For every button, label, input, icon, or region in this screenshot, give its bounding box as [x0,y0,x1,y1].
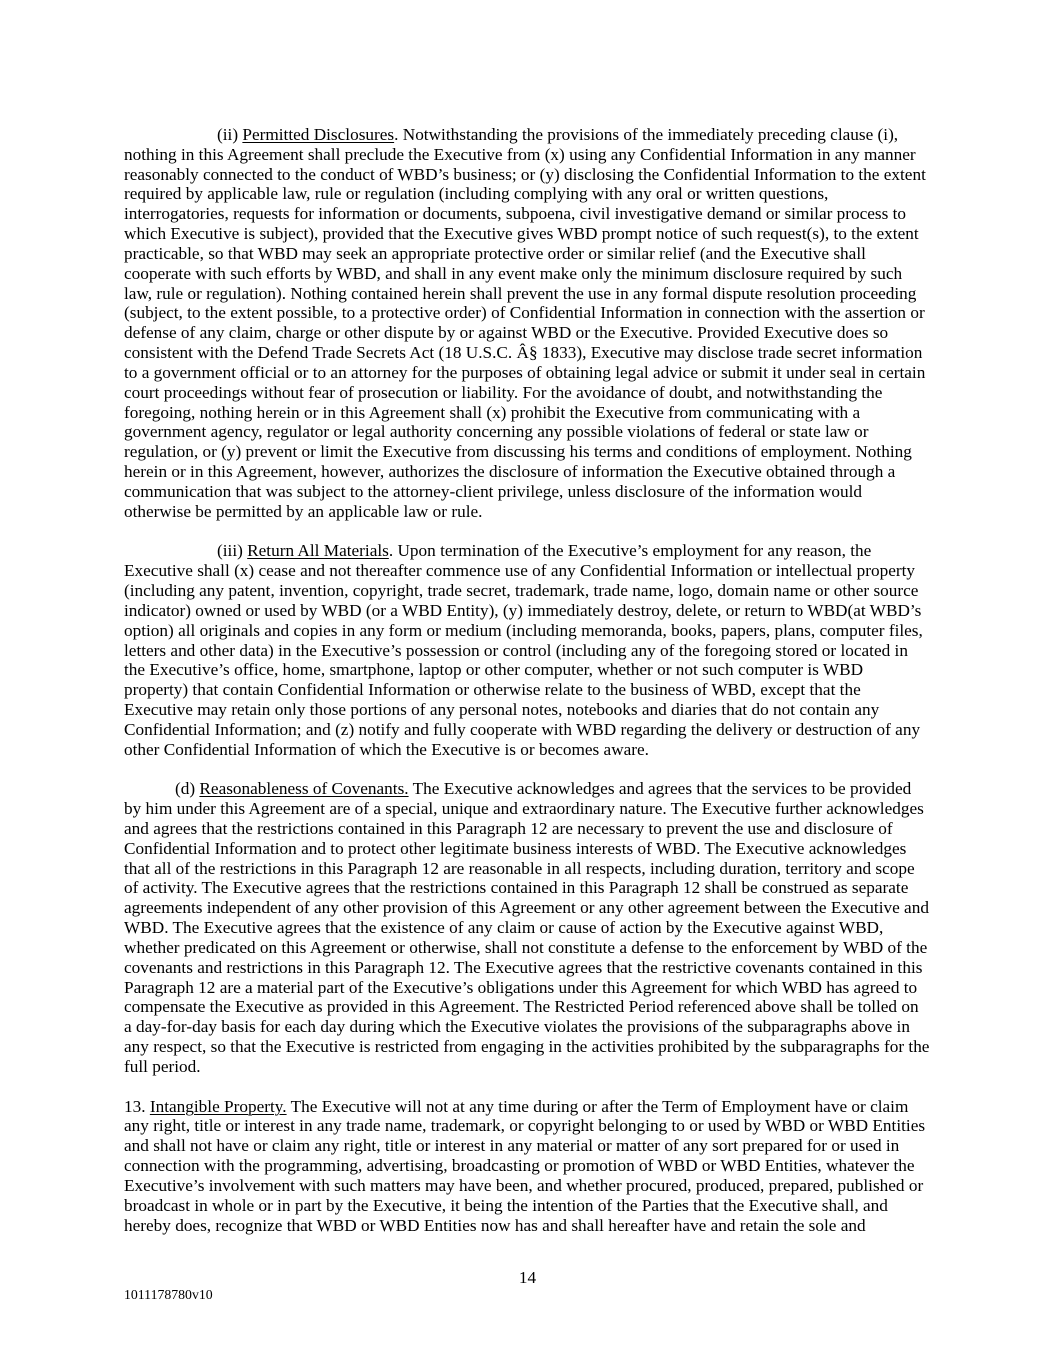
clause-heading: Permitted Disclosures [242,125,395,144]
clause-ii-permitted-disclosures [124,125,931,522]
text-line: law, rule or regulation). Nothing contained herein shall prevent the use in any formal dispute resolution proceeding [124,283,917,303]
clause-label: (d) [175,779,196,799]
clause-heading: Return All Materials [247,541,389,561]
section-13-intangible-property [124,1097,931,1236]
section-intro-text: The Executive will not at any time during or after the Term of Employment have or claim [286,1096,909,1116]
text-line: Confidential Information and to protect other legitimate business interests of WBD. The Executive acknowledges [124,838,907,858]
text-line: whether predicated on this Agreement or otherwise, shall not constitute a defense to the enforcement by WBD of the [124,937,928,957]
text-line: court proceedings without fear of prosecution or liability. For the avoidance of doubt, and notwithstanding the [124,382,883,402]
clause-heading: Reasonableness of Covenants. [199,779,409,799]
text-line: full period. [124,1056,201,1076]
clause-label: (iii) [217,541,243,561]
section-heading: Intangible Property. [149,1096,287,1116]
document-id: 1011178780v10 [124,1287,213,1302]
clause-iii-return-all-materials [124,541,931,759]
text-line: which Executive is subject), provided that the Executive gives WBD prompt notice of such request(s), to the extent [124,224,919,244]
text-line: by him under this Agreement are of a special, unique and extraordinary nature. The Executive further acknowledges [124,799,924,819]
text-line: of activity. The Executive agrees that the restrictions contained in this Paragraph 12 shall be construed as separate [124,878,909,898]
page-number: 14 [518,1268,537,1287]
text-line: reasonably connected to the conduct of WBD’s business; or (y) disclosing the Confidential Information to the extent [124,164,926,184]
clause-intro-text: . Notwithstanding the provisions of the immediately preceding clause (i), [394,125,899,144]
text-line: a day-for-day basis for each day during which the Executive violates the provisions of the subparagraphs above in [124,1017,910,1037]
text-line: communication that was subject to the attorney-client privilege, unless disclosure of the information would [124,481,863,501]
section-first-line [124,1097,931,1117]
text-line: foregoing, nothing herein or in this Agreement shall (x) prohibit the Executive from communicating with a [124,402,861,422]
text-line: property) that contain Confidential Information or otherwise relate to the business of WBD, except that the [124,680,861,700]
text-line: covenants and restrictions in this Paragraph 12. The Executive agrees that the restrictive covenants contained in this [124,957,923,977]
text-line: WBD. The Executive agrees that the existence of any claim or cause of action by the Executive against WBD, [124,918,884,938]
text-line: that all of the restrictions in this Paragraph 12 are reasonable in all respects, including duration, territory and scope [124,858,915,878]
text-line: nothing in this Agreement shall preclude the Executive from (x) using any Confidential Information in any manner [124,144,916,164]
text-line: (subject, to the extent possible, to a protective order) of Confidential Information in connection with the assertion or [124,303,925,323]
text-line: interrogatories, requests for information or documents, subpoena, civil investigative demand or similar process to [124,204,907,224]
text-line: option) all originals and copies in any form or medium (including memoranda, books, papers, plans, computer files, [124,620,923,640]
text-line: to a government official or to an attorney for the purposes of obtaining legal advice or submit it under seal in certain [124,362,926,382]
text-line: required by applicable law, rule or regulation (including complying with any oral or written questions, [124,184,829,204]
clause-intro-text: . Upon termination of the Executive’s employment for any reason, the [388,541,872,561]
text-line: cooperate with such efforts by WBD, and shall in any event make only the minimum disclosure required by such [124,263,903,283]
text-line: the Executive’s office, home, smartphone, laptop or other computer, whether or not such computer is WBD [124,660,864,680]
text-line: and agrees that the restrictions contained in this Paragraph 12 are necessary to prevent the use and disclosure of [124,818,893,838]
text-line: connection with the programming, advertising, broadcasting or promotion of WBD or WBD Entities, whatever the [124,1156,915,1176]
clause-label: (ii) [217,125,239,144]
text-line: indicator) owned or used by WBD (or a WBD Entity), (y) immediately destroy, delete, or return to WBD(at WBD’s [124,600,922,620]
text-line: defense of any claim, charge or other dispute by or against WBD or the Executive. Provided Executive does so [124,323,889,343]
text-line: (including any patent, invention, copyright, trade secret, trademark, trade name, logo, domain name or other source [124,581,919,601]
clause-first-line [124,779,931,799]
document-body [124,125,931,1255]
section-label: 13. [124,1096,146,1116]
text-line: compensate the Executive as provided in this Agreement. The Restricted Period referenced above shall be tolled on [124,997,919,1017]
text-line: practicable, so that WBD may seek an appropriate protective order or similar relief (and the Executive shall [124,243,866,263]
text-line: regulation, or (y) prevent or limit the Executive from discussing his terms and conditions of employment. Nothing [124,442,912,462]
text-line: Paragraph 12 are a material part of the Executive’s obligations under this Agreement for which WBD has agreed to [124,977,918,997]
text-line: broadcast in whole or in part by the Executive, it being the intention of the Parties that the Executive shall, and [124,1195,888,1215]
text-line: government agency, regulator or legal authority concerning any possible violations of federal or state law or [124,422,869,442]
clause-intro-text: The Executive acknowledges and agrees that the services to be provided [408,779,912,799]
text-line: and shall not have or claim any right, title or interest in any material or matter of any sort prepared for or used in [124,1136,900,1156]
clause-d-reasonableness-of-covenants [124,779,931,1076]
text-line: Executive shall (x) cease and not thereafter commence use of any Confidential Information or intellectual property [124,561,916,581]
text-line: Confidential Information; and (z) notify and fully cooperate with WBD regarding the delivery or destruction of any [124,719,921,739]
text-line: any respect, so that the Executive is restricted from engaging in the activities prohibited by the subparagraphs for the [124,1037,930,1057]
text-line: Executive may retain only those portions of any personal notes, notebooks and diaries that do not contain any [124,700,880,720]
clause-first-line [124,541,931,561]
text-line: hereby does, recognize that WBD or WBD Entities now has and shall hereafter have and retain the sole and [124,1215,866,1235]
text-line: other Confidential Information of which the Executive is or becomes aware. [124,739,649,759]
text-line: Executive’s involvement with such matters may have been, and whether procured, produced, prepared, published or [124,1175,924,1195]
text-line: agreements independent of any other provision of this Agreement or any other agreement between the Executive and [124,898,929,918]
text-line: any right, title or interest in any trade name, trademark, or copyright belonging to or used by WBD or WBD Entities [124,1116,926,1136]
text-line: herein or in this Agreement, however, authorizes the disclosure of information the Executive obtained through a [124,462,896,482]
text-line: letters and other data) in the Executive’s possession or control (including any of the foregoing stored or located in [124,640,908,660]
text-line: consistent with the Defend Trade Secrets Act (18 U.S.C. Â§ 1833), Executive may disclose trade secret information [124,343,923,363]
clause-first-line [124,125,931,145]
text-line: otherwise be permitted by an applicable law or rule. [124,501,483,521]
